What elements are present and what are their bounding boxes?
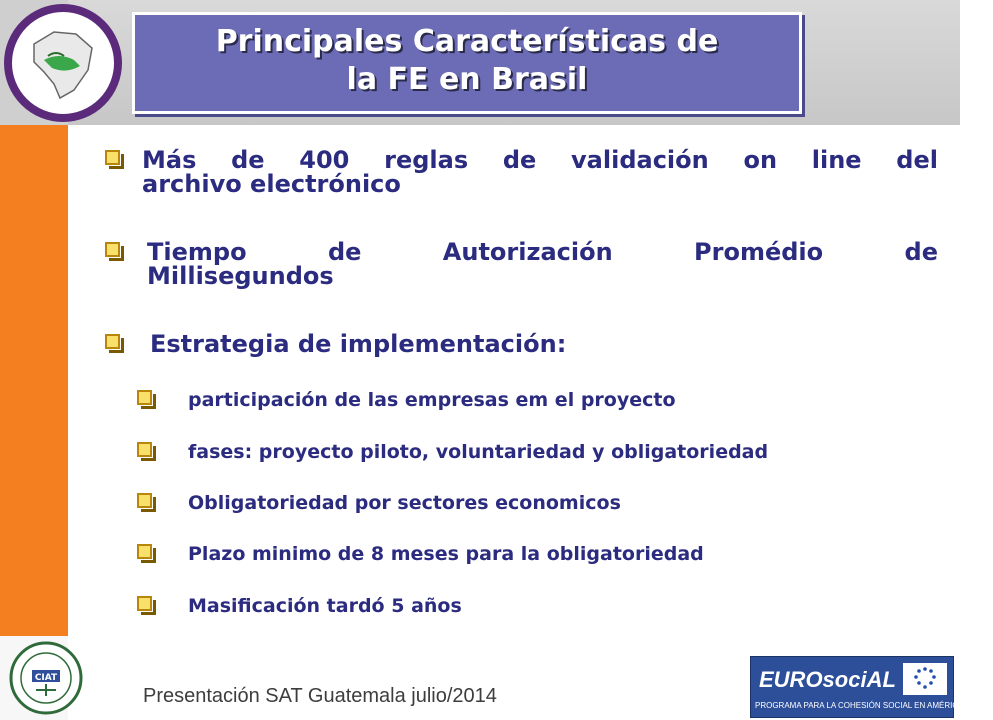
bullet-item (105, 238, 938, 290)
bullet-item (105, 330, 938, 358)
ciat-seal-logo (6, 640, 86, 716)
sub-bullet-text: Obligatoriedad por sectores economicos (188, 492, 621, 514)
title-banner (132, 12, 802, 114)
eu-flag-icon (903, 663, 947, 695)
checkbox-bullet-icon (137, 442, 157, 462)
sub-bullet-item (137, 542, 704, 566)
checkbox-bullet-icon (137, 544, 157, 564)
bullet-item (105, 146, 938, 198)
bullet-text: Más de 400 reglas de validación on line del (142, 146, 938, 174)
title-line-2: la FE en Brasil (346, 62, 588, 97)
checkbox-bullet-icon (137, 596, 157, 616)
eurosocial-logo (750, 656, 993, 718)
sub-bullet-text: Plazo minimo de 8 meses para la obligatoriedad (188, 543, 704, 565)
eurosocial-wordmark: EUROsociAL (759, 667, 896, 692)
page-title (135, 23, 799, 99)
checkbox-bullet-icon (105, 150, 125, 170)
sub-bullet-item (137, 491, 621, 515)
checkbox-bullet-icon (137, 493, 157, 513)
brazil-handshake-logo (4, 4, 122, 122)
footer-caption: Presentación SAT Guatemala julio/2014 (143, 685, 497, 707)
bullet-text: Tiempo de Autorización Promédio de (147, 238, 938, 266)
bullet-text-cont: Millisegundos (147, 262, 334, 290)
title-line-1: Principales Características de (215, 24, 719, 59)
sub-bullet-item (137, 388, 676, 412)
svg-text:CIAT: CIAT (34, 673, 58, 683)
checkbox-bullet-icon (105, 242, 125, 262)
bullet-text-cont: archivo electrónico (142, 170, 401, 198)
sub-bullet-text: fases: proyecto piloto, voluntariedad y obligatoriedad (188, 441, 769, 463)
sub-bullet-text: participación de las empresas em el proyecto (188, 389, 676, 411)
checkbox-bullet-icon (137, 390, 157, 410)
sub-bullet-text: Masificación tardó 5 años (188, 595, 462, 617)
checkbox-bullet-icon (105, 334, 125, 354)
sub-bullet-item (137, 594, 462, 618)
bullet-text: Estrategia de implementación: (150, 330, 567, 358)
sub-bullet-item (137, 440, 768, 464)
eurosocial-tagline: PROGRAMA PARA LA COHESIÓN SOCIAL EN AMÉRICA LATINA (755, 701, 993, 710)
